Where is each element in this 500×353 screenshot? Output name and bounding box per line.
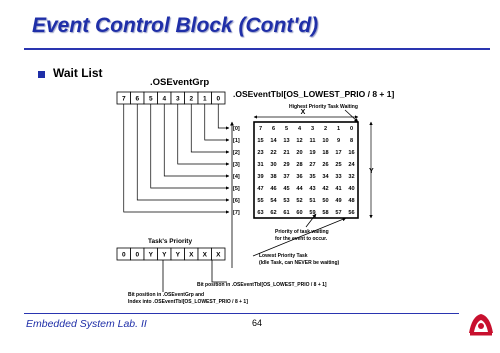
highest-label: Highest Priority Task Waiting: [289, 104, 358, 110]
event-table-cell: 41: [335, 186, 342, 192]
event-table-cell: 52: [296, 198, 303, 204]
task-bit-value: Y: [175, 251, 180, 259]
event-table-cell: 63: [257, 210, 264, 216]
event-table-cell: 19: [309, 150, 316, 156]
footer-lab-name: Embedded System Lab. II: [26, 318, 147, 330]
task-bit-value: 0: [121, 251, 126, 259]
task-bit-value: X: [189, 251, 194, 259]
event-table-cell: 12: [296, 138, 303, 144]
event-table-cell: 46: [270, 186, 277, 192]
row-index: [1]: [233, 138, 240, 144]
slide-title: Event Control Block (Cont'd): [32, 14, 319, 37]
lowest-label: Lowest Priority Task: [259, 253, 308, 259]
event-table-cell: 27: [309, 162, 316, 168]
row-index: [3]: [233, 162, 240, 168]
event-table-cell: 55: [257, 198, 264, 204]
event-table-cell: 35: [309, 174, 316, 180]
event-table-cell: 28: [296, 162, 303, 168]
event-table-cell: 43: [309, 186, 316, 192]
highest-arrow: [345, 110, 358, 122]
prio-label: Priority of task waiting: [275, 229, 329, 235]
event-table-cell: 1: [336, 126, 341, 132]
grp-row-connector: [218, 104, 229, 128]
grp-bit-value: 1: [202, 95, 207, 103]
event-table-cell: 54: [270, 198, 277, 204]
event-table-cell: 17: [335, 150, 342, 156]
event-table-cell: 48: [348, 198, 355, 204]
event-table-cell: 36: [296, 174, 303, 180]
event-table-cell: 25: [335, 162, 342, 168]
bitpos-tbl-label: Bit position in .OSEventTbl[OS_LOWEST_PRIO / 8 + 1]: [197, 282, 327, 288]
event-table-cell: 14: [270, 138, 277, 144]
task-priority-bits: [117, 248, 225, 260]
event-table-cell: 62: [270, 210, 277, 216]
event-table-cell: 61: [283, 210, 290, 216]
event-table-cell: 16: [348, 150, 355, 156]
task-bit-value: 0: [135, 251, 140, 259]
event-table-cell: 42: [322, 186, 329, 192]
task-prio-label: Task's Priority: [148, 238, 193, 245]
grp-bit-value: 5: [148, 95, 153, 103]
event-table-cell: 0: [349, 126, 354, 132]
row-index: [6]: [233, 198, 240, 204]
event-table-cell: 15: [257, 138, 264, 144]
event-table-cell: 5: [284, 126, 289, 132]
task-bit-value: Y: [162, 251, 167, 259]
bitpos-grp-label: Bit position in .OSEventGrp and: [128, 292, 205, 298]
event-table-cell: 6: [271, 126, 276, 132]
grp-bit-value: 3: [175, 95, 180, 103]
event-table-cell: 33: [335, 174, 342, 180]
page-number: 64: [252, 318, 263, 328]
event-table-cell: 22: [270, 150, 277, 156]
event-table-cell: 51: [309, 198, 316, 204]
tbl-label: .OSEventTbl[OS_LOWEST_PRIO / 8 + 1]: [233, 89, 395, 99]
row-index: [7]: [233, 210, 240, 216]
event-table-cell: 38: [270, 174, 277, 180]
event-table-cell: 53: [283, 198, 290, 204]
event-table: [254, 122, 358, 218]
event-table-cell: 39: [257, 174, 264, 180]
event-table-cell: 18: [322, 150, 329, 156]
event-table-cell: 9: [336, 138, 341, 144]
event-table-cell: 49: [335, 198, 342, 204]
event-table-cell: 40: [348, 186, 355, 192]
event-table-cell: 37: [283, 174, 290, 180]
y-label: Y: [369, 168, 374, 175]
university-logo-icon: [466, 308, 496, 338]
event-table-cell: 13: [283, 138, 290, 144]
row-index: [4]: [233, 174, 240, 180]
grp-bits: [117, 92, 225, 104]
grp-row-connector: [124, 104, 229, 212]
row-index: [5]: [233, 186, 240, 192]
event-table-cell: 47: [257, 186, 264, 192]
grp-bit-value: 7: [121, 95, 126, 103]
task-bit-value: X: [202, 251, 207, 259]
event-table-cell: 10: [322, 138, 329, 144]
bullet-text: Wait List: [53, 66, 103, 80]
bitpos-grp-label-2: Index into .OSEventTbl[OS_LOWEST_PRIO / 8 + 1]: [128, 299, 248, 305]
row-indices: [233, 126, 240, 216]
event-table-cell: 23: [257, 150, 264, 156]
grp-row-connector: [151, 104, 229, 188]
event-table-cell: 44: [296, 186, 303, 192]
event-table-cell: 60: [296, 210, 303, 216]
event-table-cell: 31: [257, 162, 264, 168]
grp-row-connector: [178, 104, 229, 164]
prio-label-2: for the event to occur.: [275, 236, 328, 242]
event-table-cell: 26: [322, 162, 329, 168]
grp-label: .OSEventGrp: [150, 77, 210, 88]
event-table-cell: 20: [296, 150, 303, 156]
x-label: X: [300, 109, 306, 116]
grp-bit-value: 6: [135, 95, 140, 103]
event-table-cell: 57: [335, 210, 342, 216]
task-bit-value: X: [216, 251, 221, 259]
footer-rule: [24, 313, 459, 314]
task-bit-value: Y: [148, 251, 153, 259]
grp-bit-value: 2: [189, 95, 194, 103]
event-table-cell: 59: [309, 210, 316, 216]
event-table-cell: 30: [270, 162, 277, 168]
event-table-cell: 7: [258, 126, 263, 132]
event-table-cell: 21: [283, 150, 290, 156]
event-table-cell: 34: [322, 174, 329, 180]
grp-row-connector: [205, 104, 229, 140]
row-index: [2]: [233, 150, 240, 156]
event-table-cell: 24: [348, 162, 355, 168]
event-table-cell: 32: [348, 174, 355, 180]
event-table-cell: 50: [322, 198, 329, 204]
event-table-cell: 56: [348, 210, 355, 216]
grp-row-connectors: [124, 104, 229, 212]
row-index: [0]: [233, 126, 240, 132]
grp-bit-value: 4: [162, 95, 167, 103]
grp-bit-value: 0: [216, 95, 221, 103]
event-table-cell: 4: [297, 126, 302, 132]
event-table-cell: 8: [349, 138, 354, 144]
event-table-cell: 3: [310, 126, 315, 132]
event-table-cell: 45: [283, 186, 290, 192]
lowest-label-2: (Idle Task, can NEVER be waiting): [259, 260, 340, 266]
event-table-cell: 29: [283, 162, 290, 168]
event-table-cell: 2: [323, 126, 328, 132]
lowest-arrow: [253, 218, 346, 256]
event-table-cell: 11: [309, 138, 316, 144]
x-bits-connector: [212, 260, 227, 282]
event-table-cell: 58: [322, 210, 329, 216]
